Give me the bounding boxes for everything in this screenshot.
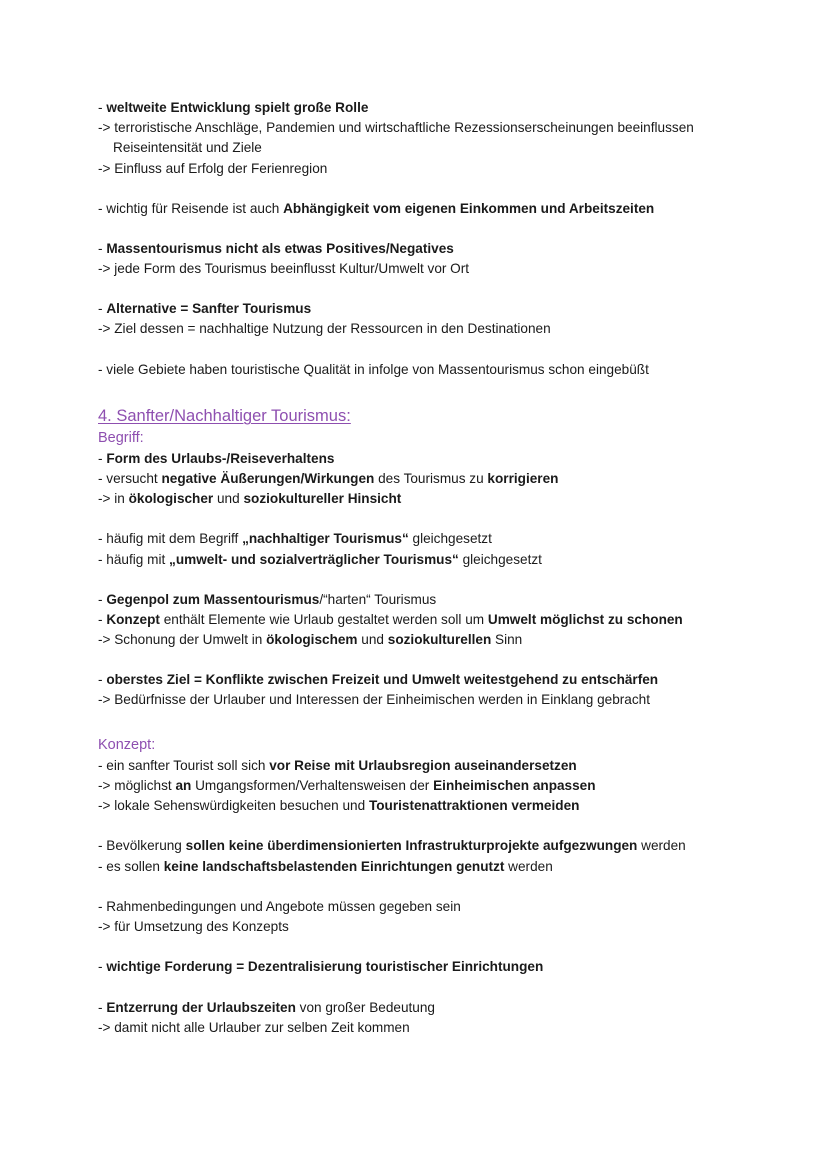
text-line [98, 957, 798, 977]
text: - Rahmenbedingungen und Angebote müssen gegeben sein [98, 899, 461, 914]
bold-text: Konzept [106, 612, 160, 627]
text: - häufig mit dem Begriff [98, 531, 243, 546]
text: - [98, 959, 107, 974]
text: -> terroristische Anschläge, Pandemien und wirtschaftliche Rezessionserscheinungen beeinflussen [98, 120, 694, 135]
bold-text: „nachhaltiger Tourismus“ [242, 531, 409, 546]
text: - versucht [98, 471, 162, 486]
text: werden [504, 859, 553, 874]
text-line [98, 259, 798, 279]
text: - ein sanfter Tourist soll sich [98, 758, 270, 773]
text-line [98, 319, 798, 339]
text: -> für Umsetzung des Konzepts [98, 919, 289, 934]
text-line [98, 670, 798, 690]
text: -> jede Form des Tourismus beeinflusst Kultur/Umwelt vor Ort [98, 261, 470, 276]
text: - [98, 592, 107, 607]
bold-text: sollen keine überdimensionierten Infrastrukturprojekte aufgezwungen [185, 838, 638, 853]
text-line [98, 118, 798, 138]
bold-text: Abhängigkeit vom eigenen Einkommen und Arbeitszeiten [283, 201, 655, 216]
text: enthält Elemente wie Urlaub gestaltet werden soll um [159, 612, 488, 627]
text: -> Bedürfnisse der Urlauber und Interessen der Einheimischen werden in Einklang gebracht [98, 692, 650, 707]
text: -> damit nicht alle Urlauber zur selben Zeit kommen [98, 1020, 410, 1035]
text-line [98, 857, 798, 877]
text: gleichgesetzt [458, 552, 542, 567]
text-line [98, 469, 798, 489]
subheading-begriff: Begriff: [98, 430, 144, 446]
text: Sinn [491, 632, 523, 647]
text: - [98, 451, 107, 466]
bold-text: wichtige Forderung = Dezentralisierung touristischer Einrichtungen [106, 959, 544, 974]
bold-text: soziokultureller Hinsicht [243, 491, 402, 506]
text-line [98, 756, 798, 776]
text: /“harten“ Tourismus [319, 592, 437, 607]
text: - häufig mit [98, 552, 170, 567]
text-line [98, 299, 798, 319]
subheading-konzept: Konzept: [98, 737, 156, 753]
text: - viele Gebiete haben touristische Qualität in infolge von Massentourismus schon eingebüßt [98, 362, 649, 377]
text: - Bevölkerung [98, 838, 186, 853]
text-line [98, 897, 798, 917]
text: werden [637, 838, 686, 853]
text: -> Ziel dessen = nachhaltige Nutzung der Ressourcen in den Destinationen [98, 321, 551, 336]
text-line [98, 690, 798, 710]
bold-text: ökologischer [128, 491, 214, 506]
bold-text: negative Äußerungen/Wirkungen [161, 471, 375, 486]
text: - [98, 1000, 107, 1015]
text-line [98, 550, 798, 570]
bold-text: Touristenattraktionen vermeiden [368, 798, 580, 813]
text-line [98, 489, 798, 509]
text: von großer Bedeutung [295, 1000, 435, 1015]
text: - [98, 301, 107, 316]
text: Umgangsformen/Verhaltensweisen der [191, 778, 434, 793]
bold-text: korrigieren [487, 471, 559, 486]
bold-text: an [175, 778, 192, 793]
text-line [98, 360, 798, 380]
bold-text: Form des Urlaubs-/Reiseverhaltens [106, 451, 335, 466]
section-heading: 4. Sanfter/Nachhaltiger Tourismus: [98, 407, 351, 425]
bold-text: Entzerrung der Urlaubszeiten [106, 1000, 296, 1015]
bold-text: soziokulturellen [387, 632, 492, 647]
bold-text: Alternative = Sanfter Tourismus [106, 301, 312, 316]
text-line [98, 776, 798, 796]
text-line [98, 796, 798, 816]
text-line [98, 998, 798, 1018]
bold-text: Massentourismus nicht als etwas Positives/Negatives [106, 241, 454, 256]
text-line [98, 590, 798, 610]
text: gleichgesetzt [408, 531, 492, 546]
text-line [98, 630, 798, 650]
text: - es sollen [98, 859, 164, 874]
text: -> lokale Sehenswürdigkeiten besuchen und [98, 798, 369, 813]
bold-text: weltweite Entwicklung spielt große Rolle [106, 100, 369, 115]
text: und [357, 632, 388, 647]
text: - [98, 612, 107, 627]
text: -> Einfluss auf Erfolg der Ferienregion [98, 161, 328, 176]
text-line [98, 239, 798, 259]
text: -> in [98, 491, 129, 506]
text: -> möglichst [98, 778, 176, 793]
bold-text: „umwelt- und sozialverträglicher Tourismus“ [169, 552, 459, 567]
text-line [98, 529, 798, 549]
text-line [98, 610, 798, 630]
text: Reiseintensität und Ziele [113, 140, 262, 155]
text: und [213, 491, 244, 506]
text-line [98, 917, 798, 937]
bold-text: vor Reise mit Urlaubsregion auseinandersetzen [269, 758, 577, 773]
text-line [98, 98, 798, 118]
bold-text: ökologischem [266, 632, 358, 647]
text: des Tourismus zu [374, 471, 488, 486]
bold-text: Gegenpol zum Massentourismus [106, 592, 320, 607]
bold-text: Einheimischen anpassen [433, 778, 596, 793]
text-line [98, 449, 798, 469]
text: - wichtig für Reisende ist auch [98, 201, 284, 216]
text: - [98, 672, 107, 687]
text: -> Schonung der Umwelt in [98, 632, 267, 647]
bold-text: Umwelt möglichst zu schonen [487, 612, 683, 627]
text: - [98, 100, 107, 115]
text-line [98, 1018, 798, 1038]
text-line [98, 836, 798, 856]
text-line [113, 138, 813, 158]
text-line [98, 159, 798, 179]
text-line [98, 199, 798, 219]
text: - [98, 241, 107, 256]
bold-text: oberstes Ziel = Konflikte zwischen Freizeit und Umwelt weitestgehend zu entschärfen [106, 672, 659, 687]
bold-text: keine landschaftsbelastenden Einrichtungen genutzt [163, 859, 505, 874]
